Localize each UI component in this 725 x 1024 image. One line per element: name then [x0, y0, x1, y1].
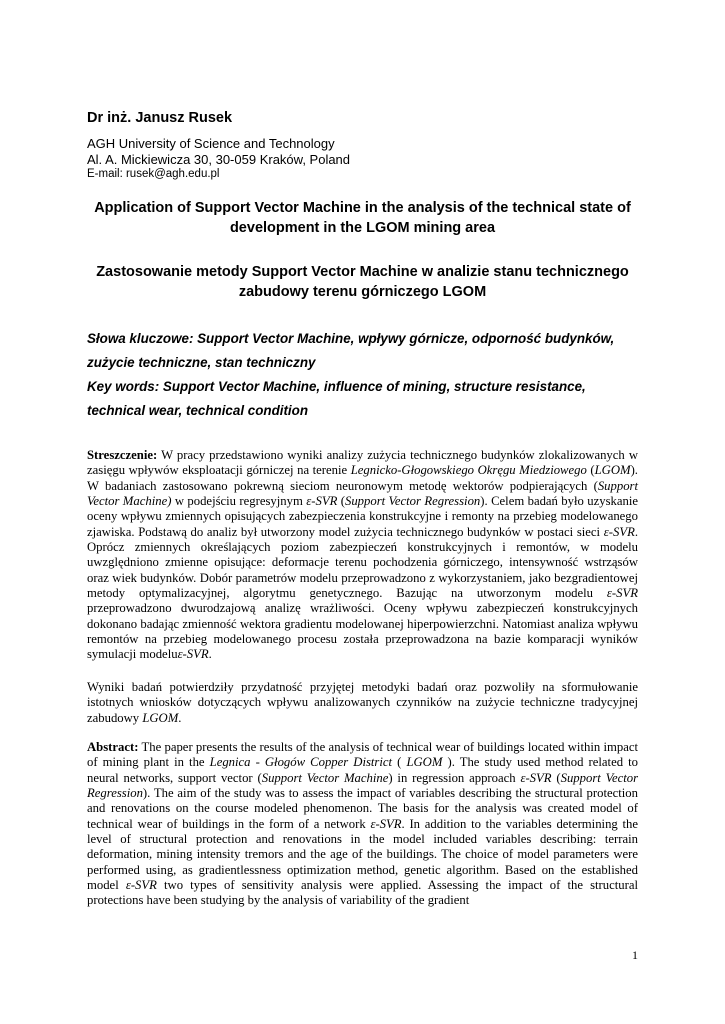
- keywords-polish: Słowa kluczowe: Support Vector Machine, wpływy górnicze, odporność budynków, zużycie techniczne, stan techniczny: [87, 331, 615, 370]
- affiliation-address: Al. A. Mickiewicza 30, 30-059 Kraków, Poland: [87, 151, 351, 167]
- author-name: Dr inż. Janusz Rusek: [87, 110, 233, 126]
- italic-term: Support Vector Regression: [344, 494, 481, 509]
- abstract-polish: [87, 448, 638, 663]
- italic-term: ε-SVR: [177, 647, 209, 662]
- italic-term: Support Vector Machine: [261, 770, 389, 785]
- abstract-polish-label: Streszczenie:: [87, 448, 158, 462]
- italic-term: Legnicko-Głogowskiego Okręgu Miedziowego: [350, 463, 587, 478]
- abstract-english-label: Abstract:: [87, 740, 139, 754]
- abstract-polish-body: W pracy przedstawiono wyniki analizy zużycia technicznego budynków zlokalizowanych w zasięgu wpływów eksploatacji górniczej na terenie Legnicko-Głogowskiego Okręgu Miedziowego (LGOM). W badaniach zastosowano pokrewną sieciom neuronowym metodę wektorów podpierających (Support Vector Machine) w podejściu regresyjnym ε-SVR (Support Vector Regression). Celem badań było uzyskanie oceny wpływu zmiennych opisujących zabezpieczenia konstrukcyjne i remonty na przebieg modelowanego zjawiska. Podstawą do analiz był utworzony model zużycia technicznego budynków w postaci sieci ε-SVR. Oprócz zmiennych określających poziom zabezpieczeń konstrukcyjnych i remontów, w modelu uwzględniono zmienne opisujące: deformacje terenu pochodzenia górniczego, intensywność wstrząsów oraz wiek budynków. Dobór parametrów modelu przeprowadzono z wykorzystaniem, jako bezgradientowej metody optymalizacyjnej, algorytmu genetycznego. Bazując na utworzonym modelu ε-SVR przeprowadzono dwurodzajową analizę wrażliwości. Oceny wpływu zabezpieczeń konstrukcyjnych dokonano badając zmienność wektora gradientu modelowanej hiperpowierzchni. Natomiast analiza wpływu remontów na przebieg modelowanego procesu została przeprowadzona na bazie komparacji wyników symulacji modeluε-SVR.: [87, 448, 638, 662]
- italic-term: ε-SVR: [606, 586, 638, 601]
- results-paragraph: [87, 680, 638, 726]
- title-polish: Zastosowanie metody Support Vector Machine w analizie stanu technicznego zabudowy terenu górniczego LGOM: [96, 264, 629, 300]
- italic-term: ε-SVR: [520, 770, 552, 785]
- italic-term: Legnica - Głogów Copper District: [209, 755, 393, 770]
- italic-term: LGOM: [142, 710, 179, 725]
- italic-term: Support Vector Regression: [87, 770, 639, 801]
- results-body: Wyniki badań potwierdziły przydatność przyjętej metodyki badań oraz pozwoliły na sformułowanie istotnych wniosków dotyczących wpływu analizowanych czynników na zużycie techniczne tradycyjnej zabudowy LGOM.: [87, 680, 638, 725]
- italic-term: ε-SVR: [370, 816, 402, 831]
- affiliation-institution: AGH University of Science and Technology: [87, 136, 335, 151]
- italic-term: ε-SVR: [306, 494, 338, 509]
- author-email: E-mail: rusek@agh.edu.pl: [87, 168, 220, 180]
- keywords-english: Key words: Support Vector Machine, influence of mining, structure resistance, technical wear, technical condition: [87, 379, 586, 418]
- title-english: Application of Support Vector Machine in the analysis of the technical state of development in the LGOM mining area: [94, 200, 631, 236]
- italic-term: LGOM: [594, 463, 631, 478]
- affiliation: [87, 136, 350, 183]
- italic-term: ε-SVR: [125, 878, 157, 893]
- abstract-english: [87, 740, 638, 909]
- italic-term: LGOM: [406, 755, 443, 770]
- italic-term: Support Vector Machine): [87, 478, 638, 509]
- page-number: 1: [632, 948, 638, 962]
- abstract-english-body: The paper presents the results of the analysis of technical wear of buildings located within impact of mining plant in the Legnica - Głogów Copper District ( LGOM ). The study used method related to neural networks, support vector (Support Vector Machine) in regression approach ε-SVR (Support Vector Regression). The aim of the study was to assess the impact of variables describing the structural protection and renovations on the course modeled phenomenon. The basis for the analysis was created model of technical wear of buildings in the form of a network ε-SVR. In addition to the variables determining the level of structural protection and renovations in the model included variables describing: terrain deformation, mining intensity tremors and the age of the buildings. The choice of model parameters were performed using, as gradientlessness optimization method, genetic algorithm. Based on the established model ε-SVR two types of sensitivity analysis were applied. Assessing the impact of the structural protections have been studying by the analysis of variability of the gradient: [87, 740, 639, 908]
- italic-term: ε-SVR: [603, 524, 635, 539]
